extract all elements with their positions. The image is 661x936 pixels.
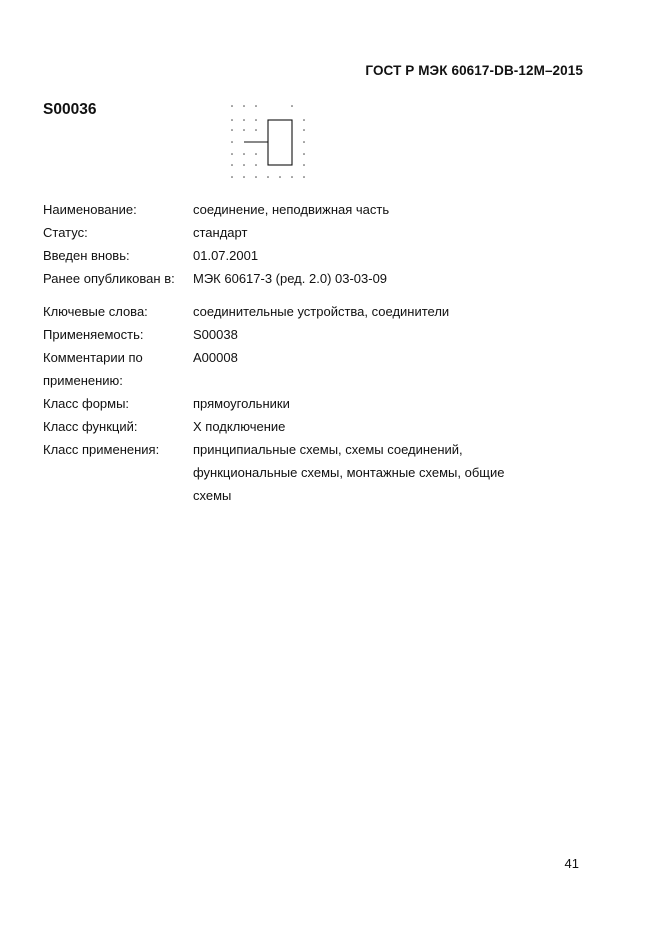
property-label: Класс применения: xyxy=(43,442,160,457)
property-value: 01.07.2001 xyxy=(193,248,259,263)
properties-table xyxy=(43,198,563,507)
property-value: стандарт xyxy=(193,225,248,240)
property-label: Класс формы: xyxy=(43,396,130,411)
property-label: Введен вновь: xyxy=(43,248,130,263)
property-label: Применяемость: xyxy=(43,327,144,342)
property-value: S00038 xyxy=(193,327,238,342)
property-value: соединение, неподвижная часть xyxy=(193,202,390,217)
property-row xyxy=(43,438,563,507)
property-value: прямоугольники xyxy=(193,396,290,411)
property-row xyxy=(43,244,563,267)
connector-rectangle xyxy=(268,120,292,165)
property-row xyxy=(43,267,563,290)
property-value: МЭК 60617-3 (ред. 2.0) 03-03-09 xyxy=(193,271,388,286)
property-label: Комментарии по применению: xyxy=(43,350,143,388)
property-value: принципиальные схемы, схемы соединений, функциональные схемы, монтажные схемы, общие схемы xyxy=(193,442,505,503)
property-label: Наименование: xyxy=(43,202,137,217)
property-row xyxy=(43,415,563,438)
property-row xyxy=(43,300,563,323)
symbol-code: S00036 xyxy=(43,101,97,118)
property-label: Ключевые слова: xyxy=(43,304,148,319)
symbol-graphic xyxy=(226,101,310,185)
property-row xyxy=(43,221,563,244)
property-label: Статус: xyxy=(43,225,88,240)
property-row xyxy=(43,346,563,392)
property-value: A00008 xyxy=(193,350,238,365)
document-header: ГОСТ Р МЭК 60617-DB-12M–2015 xyxy=(365,63,583,78)
property-row xyxy=(43,323,563,346)
property-label: Ранее опубликован в: xyxy=(43,271,175,286)
property-row xyxy=(43,392,563,415)
property-value: соединительные устройства, соединители xyxy=(193,304,450,319)
property-label: Класс функций: xyxy=(43,419,138,434)
property-row xyxy=(43,198,563,221)
page-number: 41 xyxy=(564,856,579,871)
property-value: X подключение xyxy=(193,419,286,434)
